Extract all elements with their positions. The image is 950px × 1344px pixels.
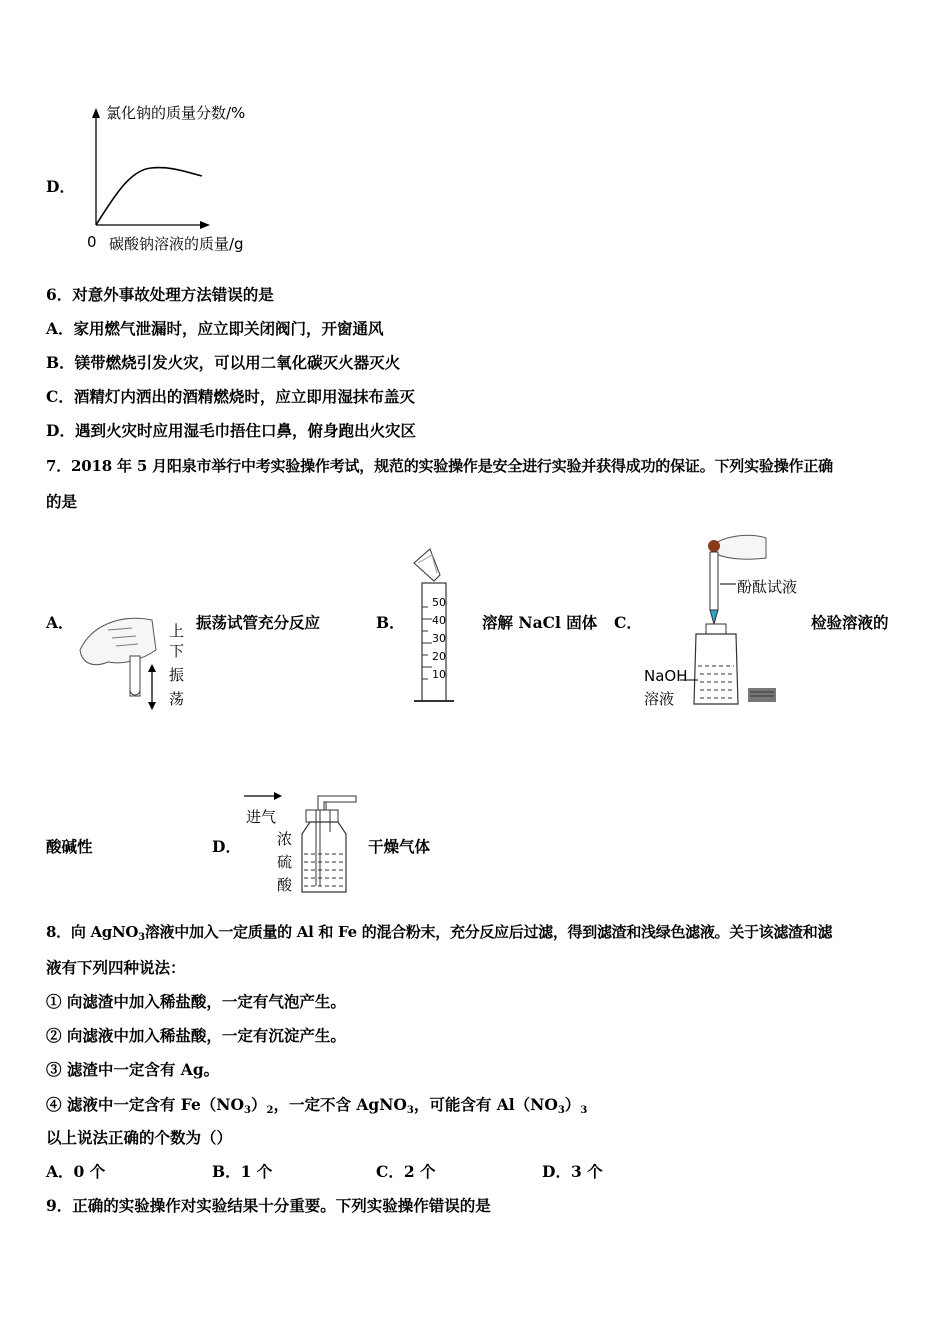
q7-option-b-label: B． [376,613,405,632]
q8-s4-sub4: 3 [557,1105,565,1116]
q8-statement-3: ③ 滤渣中一定含有 Ag。 [46,1060,220,1079]
q8-statement-4 [46,1095,587,1121]
q8-s4-c: ，一定不含 AgNO [273,1095,407,1114]
q7-a-fig-text-4: 荡 [169,690,185,708]
q7-option-c-text: 检验溶液的 [811,613,889,632]
q7-c-fig-dropper-label: 酚酞试液 [737,578,798,596]
q7-d-fig-acid-3: 酸 [277,876,293,894]
q6-option-b: B．镁带燃烧引发火灾，可以用二氧化碳灭火器灭火 [46,353,401,372]
q7-b-tick-50: 50 [432,596,446,609]
q8-s4-sub3: 3 [406,1105,414,1116]
q7-option-c-text-cont: 酸碱性 [46,837,93,856]
q7-d-fig-inlet: 进气 [246,808,277,826]
q8-option-c: C．2 个 [376,1162,436,1181]
q8-s4-b: ） [250,1095,267,1114]
q7-option-d-text: 干燥气体 [368,837,431,856]
q7-a-fig-text-1: 上 [169,622,185,640]
q8-s4-e: ） [564,1095,581,1114]
q8-s4-a: ④ 滤液中一定含有 Fe（NO [46,1095,244,1114]
q7-option-b-text: 溶解 NaCl 固体 [482,613,598,632]
q5-graph-origin: 0 [87,233,97,251]
q7-option-d-label: D． [212,837,241,856]
q7-d-fig-acid-1: 浓 [277,830,293,848]
q8-stem-sub: 3 [138,932,145,943]
q7-a-fig-text-3: 振 [169,666,185,684]
q6-option-a: A．家用燃气泄漏时，应立即关闭阀门，开窗通风 [46,319,384,338]
q8-stem-line1 [46,922,832,948]
q7-c-fig-solution: 溶液 [644,690,675,708]
q7-b-tick-40: 40 [432,614,446,627]
q7-option-a-text: 振荡试管充分反应 [196,613,321,632]
q5-graph [86,108,286,248]
q6-option-d: D．遇到火灾时应用湿毛巾捂住口鼻，俯身跑出火灾区 [46,421,416,440]
q8-s4-sub5: 3 [580,1105,588,1116]
q7-b-tick-30: 30 [432,632,446,645]
q8-stem-b: 溶液中加入一定质量的 Al 和 Fe 的混合粉末，充分反应后过滤，得到滤渣和浅绿色滤液。关于该滤渣和滤 [144,923,833,941]
q7-option-c-label: C． [614,613,642,632]
q8-statement-1: ① 向滤渣中加入稀盐酸，一定有气泡产生。 [46,992,346,1011]
q7-a-fig-text-2: 下 [169,642,185,660]
q7-c-fig-naoh: NaOH [644,667,688,685]
q7-stem-line1: 7．2018 年 5 月阳泉市举行中考实验操作考试，规范的实验操作是安全进行实验并获得成功的保证。下列实验操作正确 [46,457,833,475]
q8-stem-line2: 液有下列四种说法： [46,958,186,977]
q7-d-fig-acid-2: 硫 [277,853,293,871]
q6-stem: 6．对意外事故处理方法错误的是 [46,285,274,304]
q7-stem-line2: 的是 [46,492,78,511]
q8-option-d: D．3 个 [542,1162,603,1181]
q8-statement-2: ② 向滤液中加入稀盐酸，一定有沉淀产生。 [46,1026,346,1045]
q9-stem: 9．正确的实验操作对实验结果十分重要。下列实验操作错误的是 [46,1196,491,1215]
q8-s4-sub2: 2 [266,1105,274,1116]
q8-option-a: A．0 个 [46,1162,106,1181]
q8-s4-d: ，可能含有 Al（NO [413,1095,558,1114]
q5-graph-y-label: 氯化钠的质量分数/% [106,104,246,122]
q8-stem-a: 8．向 AgNO [46,923,139,941]
q8-option-b: B．1 个 [212,1162,273,1181]
q6-option-c: C．酒精灯内洒出的酒精燃烧时，应立即用湿抹布盖灭 [46,387,415,406]
q5-option-d-label: D． [46,177,75,196]
q7-option-a-label: A． [46,613,74,632]
q7-b-tick-10: 10 [432,668,446,681]
gas-washing-bottle-figure [240,788,370,898]
q5-graph-x-label: 碳酸钠溶液的质量/g [109,235,244,253]
q8-question: 以上说法正确的个数为（） [46,1128,233,1147]
q7-b-tick-20: 20 [432,650,446,663]
q8-s4-sub1: 3 [243,1105,251,1116]
